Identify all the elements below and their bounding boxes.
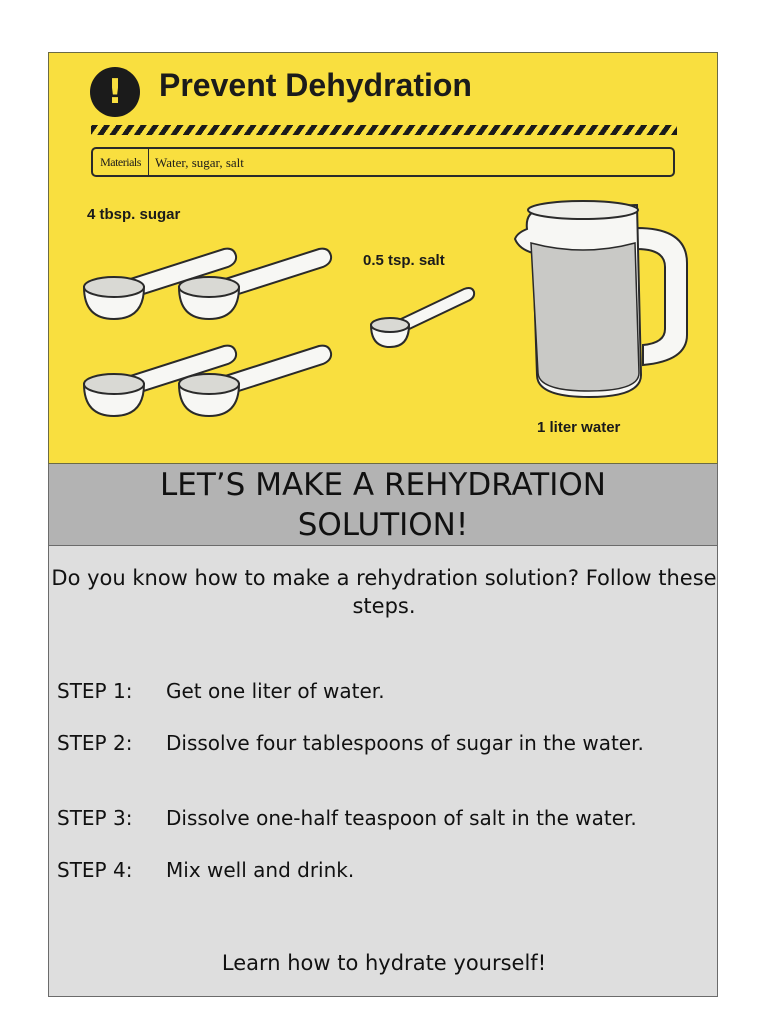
step-3 bbox=[57, 805, 713, 831]
instructions-box bbox=[48, 546, 718, 997]
banner-title: LET’S MAKE A REHYDRATION SOLUTION! bbox=[160, 466, 606, 543]
outro-text: Learn how to hydrate yourself! bbox=[221, 951, 547, 975]
water-pitcher-icon bbox=[515, 201, 687, 397]
dehydration-poster bbox=[48, 52, 718, 464]
step-1 bbox=[57, 678, 713, 704]
step-4 bbox=[57, 857, 713, 883]
step-number: STEP 4: bbox=[57, 858, 133, 882]
intro-text: Do you know how to make a rehydration solution? Follow these steps. bbox=[51, 566, 717, 618]
materials-label: Materials bbox=[93, 149, 149, 175]
poster-title: Prevent Dehydration bbox=[159, 67, 472, 103]
step-2 bbox=[57, 730, 713, 756]
sugar-label: 4 tbsp. sugar bbox=[87, 206, 181, 223]
solution-banner bbox=[48, 464, 718, 546]
ingredients-illustration bbox=[49, 53, 718, 464]
step-text: Mix well and drink. bbox=[166, 858, 355, 882]
step-text: Dissolve four tablespoons of sugar in the water. bbox=[166, 731, 644, 755]
step-number: STEP 1: bbox=[57, 679, 133, 703]
salt-label: 0.5 tsp. salt bbox=[363, 252, 445, 269]
materials-value: Water, sugar, salt bbox=[155, 155, 244, 170]
step-number: STEP 3: bbox=[57, 806, 133, 830]
water-label: 1 liter water bbox=[537, 419, 621, 436]
step-text: Dissolve one-half teaspoon of salt in the water. bbox=[166, 806, 637, 830]
step-text: Get one liter of water. bbox=[166, 679, 385, 703]
step-number: STEP 2: bbox=[57, 731, 133, 755]
exclamation-icon: ! bbox=[90, 67, 140, 117]
teaspoon-icon bbox=[371, 288, 474, 347]
